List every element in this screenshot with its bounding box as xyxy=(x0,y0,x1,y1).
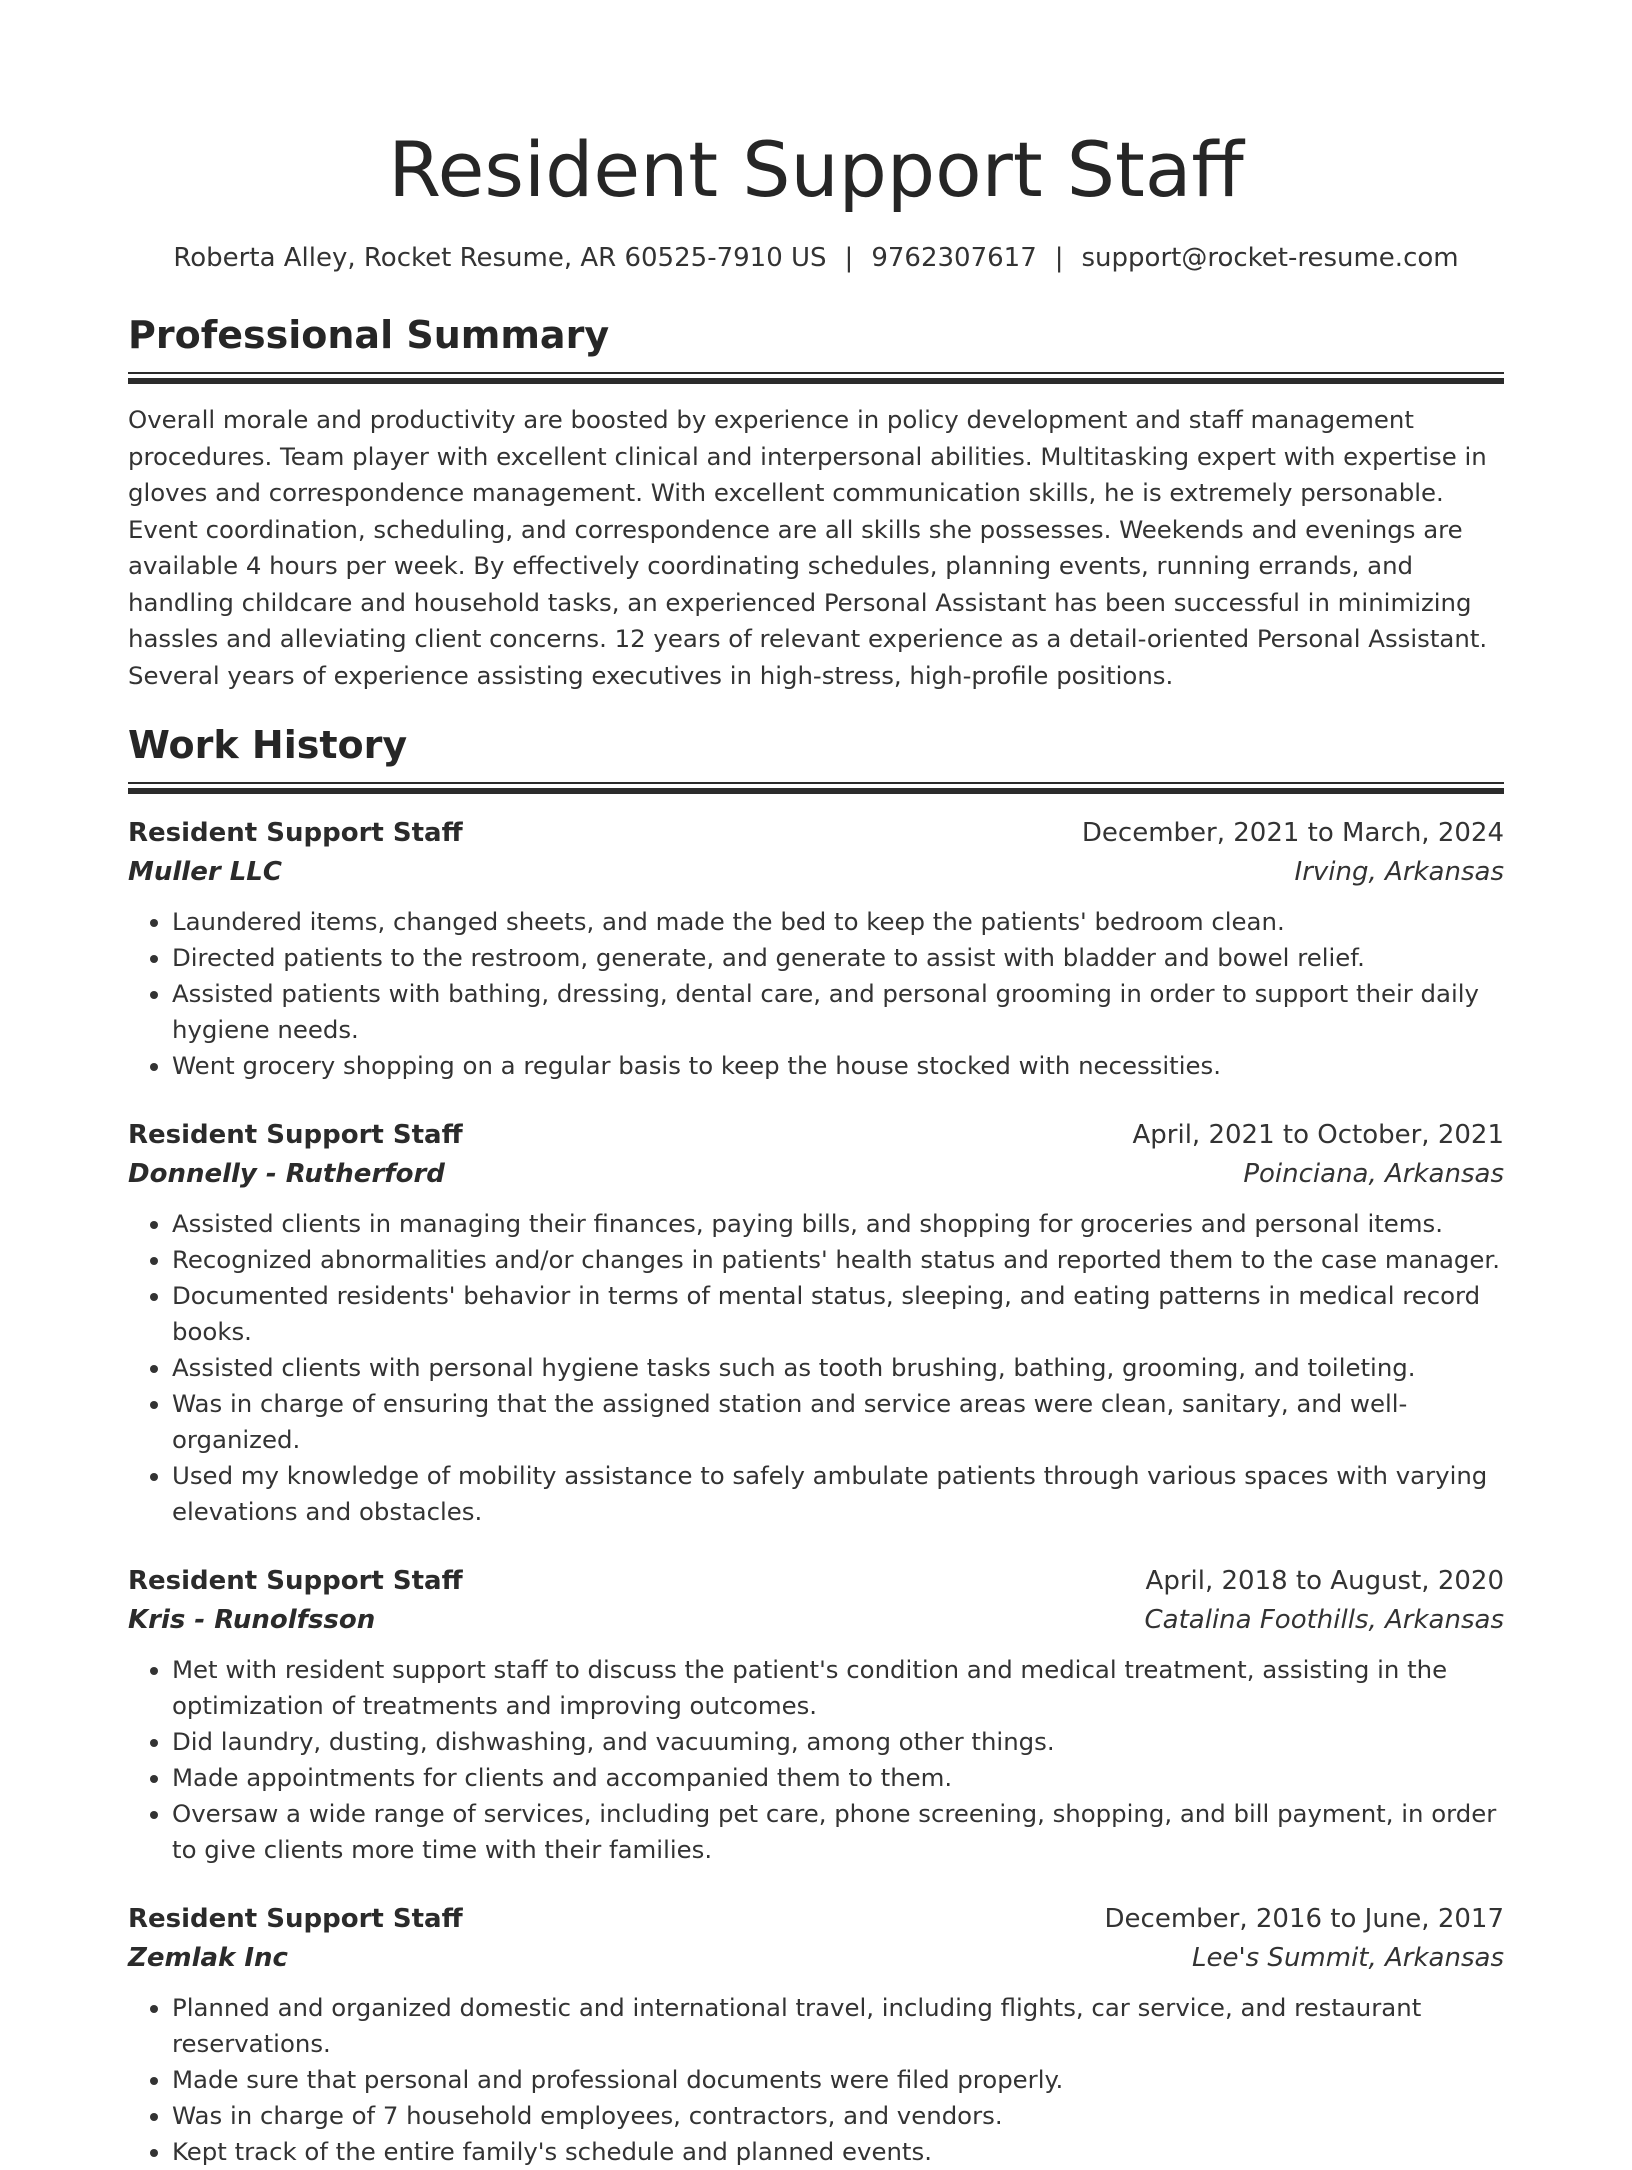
job-title: Resident Support Staff xyxy=(128,818,463,848)
job-duty: • Assisted patients with bathing, dressing, dental care, and personal grooming in order to support their daily hygiene needs. xyxy=(172,976,1504,1048)
job-duty: • Did laundry, dusting, dishwashing, and vacuuming, among other things. xyxy=(172,1724,1504,1760)
section-divider xyxy=(128,372,1504,384)
job-subheader xyxy=(128,852,1504,892)
job-subheader xyxy=(128,1154,1504,1194)
job-header xyxy=(128,1116,1504,1154)
job-dates: December, 2021 to March, 2024 xyxy=(1081,818,1504,848)
job-duty: • Oversaw a wide range of services, including pet care, phone screening, shopping, and bill payment, in order to give clients more time with their families. xyxy=(172,1796,1504,1868)
job-subheader xyxy=(128,1600,1504,1640)
job-duty: • Made appointments for clients and accompanied them to them. xyxy=(172,1760,1504,1796)
job-title: Resident Support Staff xyxy=(128,1566,463,1596)
job-company: Zemlak Inc xyxy=(128,1943,288,1973)
job-duty: • Documented residents' behavior in terms of mental status, sleeping, and eating patterns in medical record books. xyxy=(172,1278,1504,1350)
job-duty: • Made sure that personal and professional documents were filed properly. xyxy=(172,2062,1504,2098)
job-duties-list xyxy=(128,1990,1504,2170)
job-entry xyxy=(128,1116,1504,1530)
job-header xyxy=(128,1900,1504,1938)
job-header xyxy=(128,814,1504,852)
job-dates: December, 2016 to June, 2017 xyxy=(1104,1904,1504,1934)
job-duties-list xyxy=(128,904,1504,1084)
section-title-work-history: Work History xyxy=(128,723,408,767)
job-location: Catalina Foothills, Arkansas xyxy=(1144,1605,1504,1635)
job-duties-list xyxy=(128,1652,1504,1868)
contact-email: support@rocket-resume.com xyxy=(1081,243,1459,273)
job-title: Resident Support Staff xyxy=(128,1120,463,1150)
job-location: Lee's Summit, Arkansas xyxy=(1192,1943,1504,1973)
job-duty: • Planned and organized domestic and international travel, including flights, car service, and restaurant reservations. xyxy=(172,1990,1504,2062)
section-divider xyxy=(128,782,1504,794)
job-duty: • Assisted clients in managing their finances, paying bills, and shopping for groceries and personal items. xyxy=(172,1206,1504,1242)
job-duty: • Directed patients to the restroom, generate, and generate to assist with bladder and bowel relief. xyxy=(172,940,1504,976)
contact-separator: | xyxy=(1054,243,1064,273)
job-duty: • Assisted clients with personal hygiene tasks such as tooth brushing, bathing, grooming, and toileting. xyxy=(172,1350,1504,1386)
job-entry xyxy=(128,814,1504,1084)
summary-section xyxy=(128,310,1504,694)
section-title-summary: Professional Summary xyxy=(128,313,610,357)
contact-line xyxy=(128,240,1504,276)
contact-separator: | xyxy=(844,243,854,273)
job-subheader xyxy=(128,1938,1504,1978)
contact-phone: 9762307617 xyxy=(871,243,1037,273)
job-company: Kris - Runolfsson xyxy=(128,1605,376,1635)
job-entry xyxy=(128,1562,1504,1868)
job-entry xyxy=(128,1900,1504,2170)
resume-name: Resident Support Staff xyxy=(388,125,1244,214)
job-duty: • Was in charge of 7 household employees, contractors, and vendors. xyxy=(172,2098,1504,2134)
job-title: Resident Support Staff xyxy=(128,1904,463,1934)
job-duties-list xyxy=(128,1206,1504,1530)
job-header xyxy=(128,1562,1504,1600)
contact-address: Roberta Alley, Rocket Resume, AR 60525-7910 US xyxy=(173,243,827,273)
work-history-section xyxy=(128,720,1504,2170)
job-company: Muller LLC xyxy=(128,857,282,887)
job-dates: April, 2018 to August, 2020 xyxy=(1145,1566,1504,1596)
job-duty: • Recognized abnormalities and/or changes in patients' health status and reported them to the case manager. xyxy=(172,1242,1504,1278)
job-company: Donnelly - Rutherford xyxy=(128,1159,445,1189)
job-duty: • Used my knowledge of mobility assistance to safely ambulate patients through various spaces with varying elevations and obstacles. xyxy=(172,1458,1504,1530)
job-duty: • Was in charge of ensuring that the assigned station and service areas were clean, sanitary, and well-organized. xyxy=(172,1386,1504,1458)
job-dates: April, 2021 to October, 2021 xyxy=(1132,1120,1504,1150)
job-duty: • Met with resident support staff to discuss the patient's condition and medical treatment, assisting in the optimization of treatments and improving outcomes. xyxy=(172,1652,1504,1724)
summary-text: Overall morale and productivity are boosted by experience in policy development and staff management procedures. Team player with excellent clinical and interpersonal abilities. Multitasking expert with expertise in gloves and correspondence management. With excellent communication skills, he is extremely personable. Event coordination, scheduling, and correspondence are all skills she possesses. Weekends and evenings are available 4 hours per week. By effectively coordinating schedules, planning events, running errands, and handling childcare and household tasks, an experienced Personal Assistant has been successful in minimizing hassles and alleviating client concerns. 12 years of relevant experience as a detail-oriented Personal Assistant. Several years of experience assisting executives in high-stress, high-profile positions. xyxy=(128,405,1488,690)
job-duty: • Kept track of the entire family's schedule and planned events. xyxy=(172,2134,1504,2170)
job-duty: • Laundered items, changed sheets, and made the bed to keep the patients' bedroom clean. xyxy=(172,904,1504,940)
job-location: Poinciana, Arkansas xyxy=(1243,1159,1504,1189)
job-duty: • Went grocery shopping on a regular basis to keep the house stocked with necessities. xyxy=(172,1048,1504,1084)
job-location: Irving, Arkansas xyxy=(1294,857,1504,887)
